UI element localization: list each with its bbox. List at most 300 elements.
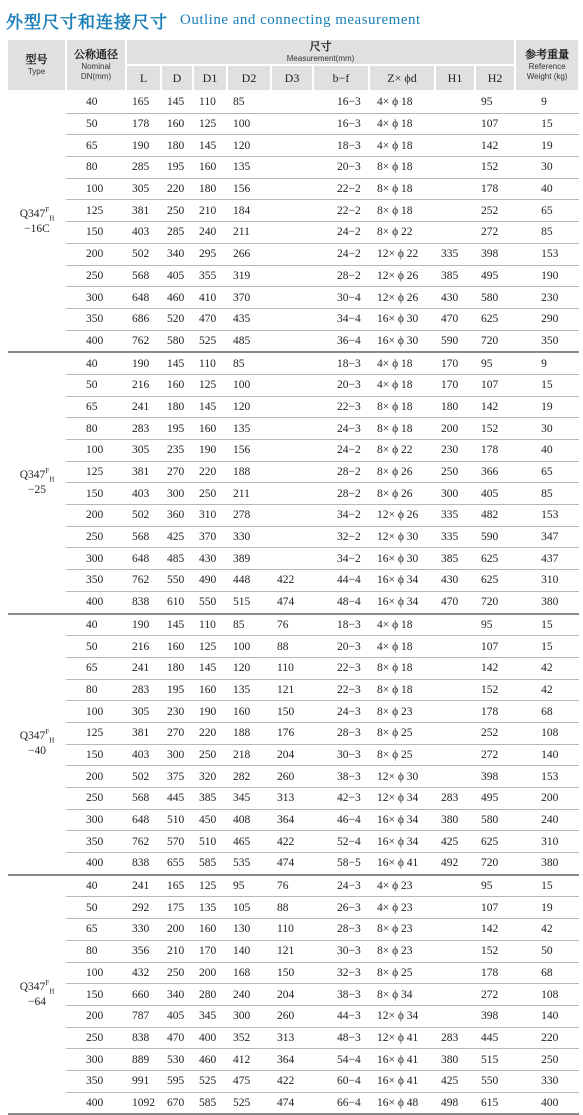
cell-b-f: 26−3 bbox=[313, 897, 369, 919]
cell-l: 216 bbox=[126, 636, 161, 658]
cell-l: 285 bbox=[126, 157, 161, 179]
cell-d1: 250 bbox=[193, 744, 227, 766]
cell-d3: 121 bbox=[271, 940, 313, 962]
cell-d3 bbox=[271, 157, 313, 179]
cell-d: 360 bbox=[161, 505, 193, 527]
table-row bbox=[8, 591, 579, 613]
cell-d1: 190 bbox=[193, 701, 227, 723]
cell-l: 762 bbox=[126, 831, 161, 853]
cell-h1: 385 bbox=[435, 265, 475, 287]
cell-h2: 142 bbox=[475, 135, 515, 157]
cell-h1 bbox=[435, 157, 475, 179]
cell-weight: 42 bbox=[515, 679, 579, 701]
cell-d: 300 bbox=[161, 744, 193, 766]
cell-z-d: 12× ϕ 34 bbox=[369, 788, 435, 810]
cell-z-d: 12× ϕ 26 bbox=[369, 265, 435, 287]
cell-d2: 330 bbox=[227, 526, 271, 548]
cell-d3 bbox=[271, 483, 313, 505]
table-row bbox=[8, 701, 579, 723]
cell-l: 283 bbox=[126, 679, 161, 701]
cell-l: 762 bbox=[126, 330, 161, 352]
cell-d3 bbox=[271, 461, 313, 483]
cell-z-d: 4× ϕ 18 bbox=[369, 374, 435, 396]
cell-d: 445 bbox=[161, 788, 193, 810]
cell-z-d: 16× ϕ 41 bbox=[369, 1049, 435, 1071]
cell-l: 241 bbox=[126, 875, 161, 897]
cell-z-d: 4× ϕ 18 bbox=[369, 352, 435, 374]
table-row bbox=[8, 265, 579, 287]
table-row bbox=[8, 614, 579, 636]
cell-z-d: 8× ϕ 25 bbox=[369, 962, 435, 984]
cell-weight: 140 bbox=[515, 1005, 579, 1027]
cell-d3: 364 bbox=[271, 809, 313, 831]
cell-h2: 495 bbox=[475, 265, 515, 287]
cell-weight: 220 bbox=[515, 1027, 579, 1049]
cell-d3 bbox=[271, 548, 313, 570]
cell-z-d: 4× ϕ 18 bbox=[369, 113, 435, 135]
cell-l: 330 bbox=[126, 919, 161, 941]
cell-h1: 385 bbox=[435, 548, 475, 570]
cell-d: 375 bbox=[161, 766, 193, 788]
cell-weight: 153 bbox=[515, 766, 579, 788]
cell-d3 bbox=[271, 526, 313, 548]
table-row bbox=[8, 744, 579, 766]
cell-d3: 110 bbox=[271, 657, 313, 679]
cell-b-f: 34−2 bbox=[313, 548, 369, 570]
cell-weight: 400 bbox=[515, 1092, 579, 1114]
cell-dn: 80 bbox=[66, 418, 126, 440]
type-cell bbox=[8, 614, 66, 875]
cell-dn: 50 bbox=[66, 113, 126, 135]
cell-d3 bbox=[271, 418, 313, 440]
cell-d: 195 bbox=[161, 418, 193, 440]
cell-d3 bbox=[271, 222, 313, 244]
cell-d1: 525 bbox=[193, 330, 227, 352]
cell-d3: 313 bbox=[271, 1027, 313, 1049]
cell-weight: 190 bbox=[515, 265, 579, 287]
cell-z-d: 8× ϕ 18 bbox=[369, 200, 435, 222]
cell-l: 216 bbox=[126, 374, 161, 396]
cell-dn: 200 bbox=[66, 243, 126, 265]
cell-h2: 142 bbox=[475, 919, 515, 941]
cell-l: 190 bbox=[126, 352, 161, 374]
cell-h1 bbox=[435, 91, 475, 113]
cell-d1: 585 bbox=[193, 1092, 227, 1114]
cell-weight: 380 bbox=[515, 591, 579, 613]
cell-d1: 145 bbox=[193, 657, 227, 679]
cell-weight: 240 bbox=[515, 809, 579, 831]
cell-d1: 125 bbox=[193, 374, 227, 396]
cell-d3: 422 bbox=[271, 1070, 313, 1092]
col-header-d1: D1 bbox=[193, 65, 227, 91]
cell-z-d: 4× ϕ 18 bbox=[369, 135, 435, 157]
type-model: $Q347^F_H$ bbox=[19, 467, 55, 484]
cell-b-f: 16−3 bbox=[313, 91, 369, 113]
cell-d2: 85 bbox=[227, 91, 271, 113]
cell-weight: 42 bbox=[515, 657, 579, 679]
table-row bbox=[8, 418, 579, 440]
cell-weight: 30 bbox=[515, 157, 579, 179]
cell-d: 165 bbox=[161, 875, 193, 897]
type-cell bbox=[8, 352, 66, 613]
cell-z-d: 16× ϕ 30 bbox=[369, 308, 435, 330]
cell-d1: 525 bbox=[193, 1070, 227, 1092]
cell-b-f: 20−3 bbox=[313, 374, 369, 396]
cell-b-f: 32−2 bbox=[313, 526, 369, 548]
cell-weight: 40 bbox=[515, 440, 579, 462]
cell-d1: 250 bbox=[193, 483, 227, 505]
cell-weight: 30 bbox=[515, 418, 579, 440]
cell-d: 145 bbox=[161, 91, 193, 113]
type-cell bbox=[8, 875, 66, 1115]
cell-d2: 168 bbox=[227, 962, 271, 984]
cell-d2: 135 bbox=[227, 418, 271, 440]
cell-h2: 107 bbox=[475, 897, 515, 919]
col-header-h2: H2 bbox=[475, 65, 515, 91]
cell-l: 838 bbox=[126, 853, 161, 875]
cell-b-f: 22−3 bbox=[313, 396, 369, 418]
cell-d1: 310 bbox=[193, 505, 227, 527]
type-model: $Q347^F_H$ bbox=[19, 728, 55, 745]
cell-b-f: 20−3 bbox=[313, 636, 369, 658]
cell-b-f: 34−4 bbox=[313, 308, 369, 330]
table-row bbox=[8, 396, 579, 418]
cell-h2: 272 bbox=[475, 222, 515, 244]
title-english: Outline and connecting measurement bbox=[180, 11, 421, 28]
cell-dn: 150 bbox=[66, 222, 126, 244]
cell-d1: 240 bbox=[193, 222, 227, 244]
cell-h2: 515 bbox=[475, 1049, 515, 1071]
cell-h1 bbox=[435, 875, 475, 897]
table-row bbox=[8, 178, 579, 200]
cell-z-d: 8× ϕ 22 bbox=[369, 222, 435, 244]
cell-d2: 156 bbox=[227, 440, 271, 462]
cell-l: 838 bbox=[126, 591, 161, 613]
cell-d2: 188 bbox=[227, 461, 271, 483]
cell-weight: 140 bbox=[515, 744, 579, 766]
cell-d2: 266 bbox=[227, 243, 271, 265]
cell-b-f: 20−3 bbox=[313, 157, 369, 179]
cell-d1: 145 bbox=[193, 396, 227, 418]
header-nominal-dn: 公称通径 Nominal DN(mm) bbox=[66, 40, 126, 91]
cell-d2: 485 bbox=[227, 330, 271, 352]
table-row bbox=[8, 548, 579, 570]
cell-l: 648 bbox=[126, 809, 161, 831]
cell-h1 bbox=[435, 744, 475, 766]
cell-h1: 230 bbox=[435, 440, 475, 462]
cell-h1 bbox=[435, 657, 475, 679]
cell-z-d: 8× ϕ 26 bbox=[369, 483, 435, 505]
table-row bbox=[8, 483, 579, 505]
table-row bbox=[8, 962, 579, 984]
cell-d2: 475 bbox=[227, 1070, 271, 1092]
cell-weight: 65 bbox=[515, 461, 579, 483]
cell-h2: 107 bbox=[475, 374, 515, 396]
cell-b-f: 32−3 bbox=[313, 962, 369, 984]
cell-b-f: 46−4 bbox=[313, 809, 369, 831]
cell-weight: 85 bbox=[515, 483, 579, 505]
table-row bbox=[8, 352, 579, 374]
cell-weight: 380 bbox=[515, 853, 579, 875]
type-pressure: −40 bbox=[28, 745, 46, 758]
cell-h1 bbox=[435, 178, 475, 200]
cell-z-d: 8× ϕ 34 bbox=[369, 984, 435, 1006]
cell-d2: 156 bbox=[227, 178, 271, 200]
cell-z-d: 16× ϕ 48 bbox=[369, 1092, 435, 1114]
cell-d1: 510 bbox=[193, 831, 227, 853]
cell-z-d: 16× ϕ 41 bbox=[369, 853, 435, 875]
cell-dn: 125 bbox=[66, 722, 126, 744]
table-row bbox=[8, 330, 579, 352]
cell-d2: 120 bbox=[227, 396, 271, 418]
cell-d2: 319 bbox=[227, 265, 271, 287]
cell-d2: 345 bbox=[227, 788, 271, 810]
cell-l: 502 bbox=[126, 766, 161, 788]
cell-h2: 482 bbox=[475, 505, 515, 527]
cell-z-d: 4× ϕ 18 bbox=[369, 636, 435, 658]
cell-weight: 310 bbox=[515, 570, 579, 592]
cell-h2: 252 bbox=[475, 200, 515, 222]
cell-d1: 160 bbox=[193, 418, 227, 440]
cell-d2: 282 bbox=[227, 766, 271, 788]
table-row bbox=[8, 766, 579, 788]
cell-l: 381 bbox=[126, 722, 161, 744]
cell-d: 610 bbox=[161, 591, 193, 613]
cell-d3 bbox=[271, 200, 313, 222]
cell-d2: 435 bbox=[227, 308, 271, 330]
cell-d1: 385 bbox=[193, 788, 227, 810]
cell-weight: 85 bbox=[515, 222, 579, 244]
cell-h2: 590 bbox=[475, 526, 515, 548]
cell-l: 403 bbox=[126, 222, 161, 244]
cell-z-d: 4× ϕ 18 bbox=[369, 614, 435, 636]
cell-weight: 9 bbox=[515, 91, 579, 113]
cell-z-d: 8× ϕ 23 bbox=[369, 940, 435, 962]
cell-z-d: 4× ϕ 23 bbox=[369, 897, 435, 919]
cell-d: 145 bbox=[161, 614, 193, 636]
cell-d2: 188 bbox=[227, 722, 271, 744]
table-row bbox=[8, 222, 579, 244]
cell-l: 991 bbox=[126, 1070, 161, 1092]
cell-l: 648 bbox=[126, 287, 161, 309]
cell-d2: 525 bbox=[227, 1092, 271, 1114]
cell-weight: 68 bbox=[515, 701, 579, 723]
cell-l: 660 bbox=[126, 984, 161, 1006]
table-row bbox=[8, 1092, 579, 1114]
cell-d: 250 bbox=[161, 200, 193, 222]
cell-d2: 535 bbox=[227, 853, 271, 875]
cell-dn: 50 bbox=[66, 374, 126, 396]
cell-h1: 200 bbox=[435, 418, 475, 440]
cell-h1 bbox=[435, 222, 475, 244]
cell-z-d: 12× ϕ 41 bbox=[369, 1027, 435, 1049]
cell-l: 292 bbox=[126, 897, 161, 919]
cell-b-f: 24−3 bbox=[313, 875, 369, 897]
cell-h2: 95 bbox=[475, 352, 515, 374]
table-row bbox=[8, 984, 579, 1006]
cell-h1 bbox=[435, 919, 475, 941]
cell-weight: 15 bbox=[515, 113, 579, 135]
title-chinese: 外型尺寸和连接尺寸 bbox=[6, 12, 168, 33]
cell-h1: 170 bbox=[435, 374, 475, 396]
cell-b-f: 48−3 bbox=[313, 1027, 369, 1049]
cell-d: 670 bbox=[161, 1092, 193, 1114]
cell-d1: 450 bbox=[193, 809, 227, 831]
cell-h2: 366 bbox=[475, 461, 515, 483]
cell-h1 bbox=[435, 984, 475, 1006]
cell-d: 210 bbox=[161, 940, 193, 962]
cell-b-f: 38−3 bbox=[313, 984, 369, 1006]
cell-d3: 204 bbox=[271, 984, 313, 1006]
cell-d2: 85 bbox=[227, 614, 271, 636]
cell-d: 530 bbox=[161, 1049, 193, 1071]
cell-h1: 425 bbox=[435, 831, 475, 853]
cell-l: 1092 bbox=[126, 1092, 161, 1114]
cell-h2: 178 bbox=[475, 701, 515, 723]
cell-dn: 350 bbox=[66, 308, 126, 330]
cell-dn: 300 bbox=[66, 809, 126, 831]
cell-h1: 250 bbox=[435, 461, 475, 483]
cell-d3: 121 bbox=[271, 679, 313, 701]
cell-d: 580 bbox=[161, 330, 193, 352]
cell-b-f: 22−2 bbox=[313, 178, 369, 200]
cell-b-f: 22−3 bbox=[313, 679, 369, 701]
table-row bbox=[8, 1027, 579, 1049]
cell-d1: 430 bbox=[193, 548, 227, 570]
cell-h1: 470 bbox=[435, 591, 475, 613]
cell-d2: 135 bbox=[227, 679, 271, 701]
cell-h1: 492 bbox=[435, 853, 475, 875]
table-row bbox=[8, 1005, 579, 1027]
cell-d2: 300 bbox=[227, 1005, 271, 1027]
cell-l: 686 bbox=[126, 308, 161, 330]
cell-d1: 550 bbox=[193, 591, 227, 613]
cell-h2: 625 bbox=[475, 570, 515, 592]
cell-dn: 40 bbox=[66, 352, 126, 374]
cell-z-d: 8× ϕ 18 bbox=[369, 178, 435, 200]
cell-d: 195 bbox=[161, 157, 193, 179]
cell-weight: 15 bbox=[515, 875, 579, 897]
cell-d3: 474 bbox=[271, 1092, 313, 1114]
cell-d3: 422 bbox=[271, 831, 313, 853]
type-pressure: −16C bbox=[24, 222, 50, 235]
cell-weight: 350 bbox=[515, 330, 579, 352]
cell-b-f: 30−3 bbox=[313, 940, 369, 962]
cell-l: 568 bbox=[126, 526, 161, 548]
cell-d3: 76 bbox=[271, 875, 313, 897]
table-row bbox=[8, 722, 579, 744]
table-row bbox=[8, 679, 579, 701]
cell-weight: 347 bbox=[515, 526, 579, 548]
cell-l: 381 bbox=[126, 200, 161, 222]
cell-b-f: 22−3 bbox=[313, 657, 369, 679]
cell-dn: 250 bbox=[66, 265, 126, 287]
cell-h1: 470 bbox=[435, 308, 475, 330]
cell-d: 405 bbox=[161, 1005, 193, 1027]
cell-l: 403 bbox=[126, 483, 161, 505]
cell-l: 305 bbox=[126, 701, 161, 723]
table-row bbox=[8, 200, 579, 222]
cell-z-d: 4× ϕ 23 bbox=[369, 875, 435, 897]
cell-d1: 585 bbox=[193, 853, 227, 875]
cell-h2: 625 bbox=[475, 548, 515, 570]
cell-h1 bbox=[435, 962, 475, 984]
cell-weight: 330 bbox=[515, 1070, 579, 1092]
cell-b-f: 24−2 bbox=[313, 243, 369, 265]
cell-l: 568 bbox=[126, 265, 161, 287]
cell-weight: 9 bbox=[515, 352, 579, 374]
cell-h2: 178 bbox=[475, 962, 515, 984]
table-row bbox=[8, 440, 579, 462]
cell-z-d: 12× ϕ 22 bbox=[369, 243, 435, 265]
cell-weight: 42 bbox=[515, 919, 579, 941]
table-row bbox=[8, 243, 579, 265]
cell-dn: 350 bbox=[66, 1070, 126, 1092]
cell-z-d: 8× ϕ 22 bbox=[369, 440, 435, 462]
cell-d: 405 bbox=[161, 265, 193, 287]
cell-h2: 142 bbox=[475, 396, 515, 418]
cell-b-f: 30−3 bbox=[313, 744, 369, 766]
cell-d1: 190 bbox=[193, 440, 227, 462]
cell-weight: 19 bbox=[515, 396, 579, 418]
cell-l: 762 bbox=[126, 570, 161, 592]
cell-d1: 170 bbox=[193, 940, 227, 962]
cell-d3 bbox=[271, 178, 313, 200]
cell-d2: 120 bbox=[227, 135, 271, 157]
cell-d1: 145 bbox=[193, 135, 227, 157]
cell-d2: 448 bbox=[227, 570, 271, 592]
cell-z-d: 8× ϕ 18 bbox=[369, 679, 435, 701]
cell-d: 520 bbox=[161, 308, 193, 330]
cell-d2: 100 bbox=[227, 374, 271, 396]
cell-d1: 280 bbox=[193, 984, 227, 1006]
cell-l: 502 bbox=[126, 243, 161, 265]
cell-dn: 250 bbox=[66, 1027, 126, 1049]
cell-d: 550 bbox=[161, 570, 193, 592]
cell-l: 305 bbox=[126, 178, 161, 200]
cell-dn: 400 bbox=[66, 330, 126, 352]
cell-h2: 272 bbox=[475, 744, 515, 766]
table-row bbox=[8, 308, 579, 330]
cell-d: 470 bbox=[161, 1027, 193, 1049]
cell-d3: 260 bbox=[271, 766, 313, 788]
cell-z-d: 8× ϕ 25 bbox=[369, 722, 435, 744]
cell-h1 bbox=[435, 940, 475, 962]
cell-h2: 720 bbox=[475, 330, 515, 352]
cell-d2: 389 bbox=[227, 548, 271, 570]
cell-d1: 200 bbox=[193, 962, 227, 984]
cell-dn: 50 bbox=[66, 897, 126, 919]
cell-h2: 625 bbox=[475, 831, 515, 853]
cell-weight: 19 bbox=[515, 135, 579, 157]
cell-d1: 180 bbox=[193, 178, 227, 200]
table-row bbox=[8, 91, 579, 113]
type-model: $Q347^F_H$ bbox=[19, 978, 55, 995]
cell-weight: 40 bbox=[515, 178, 579, 200]
cell-b-f: 44−3 bbox=[313, 1005, 369, 1027]
cell-h2: 495 bbox=[475, 788, 515, 810]
col-header-l: L bbox=[126, 65, 161, 91]
cell-d3: 474 bbox=[271, 853, 313, 875]
cell-d2: 211 bbox=[227, 483, 271, 505]
table-row bbox=[8, 461, 579, 483]
cell-h1: 300 bbox=[435, 483, 475, 505]
cell-h2: 107 bbox=[475, 636, 515, 658]
cell-z-d: 8× ϕ 18 bbox=[369, 657, 435, 679]
cell-d1: 295 bbox=[193, 243, 227, 265]
cell-l: 648 bbox=[126, 548, 161, 570]
cell-d3: 422 bbox=[271, 570, 313, 592]
